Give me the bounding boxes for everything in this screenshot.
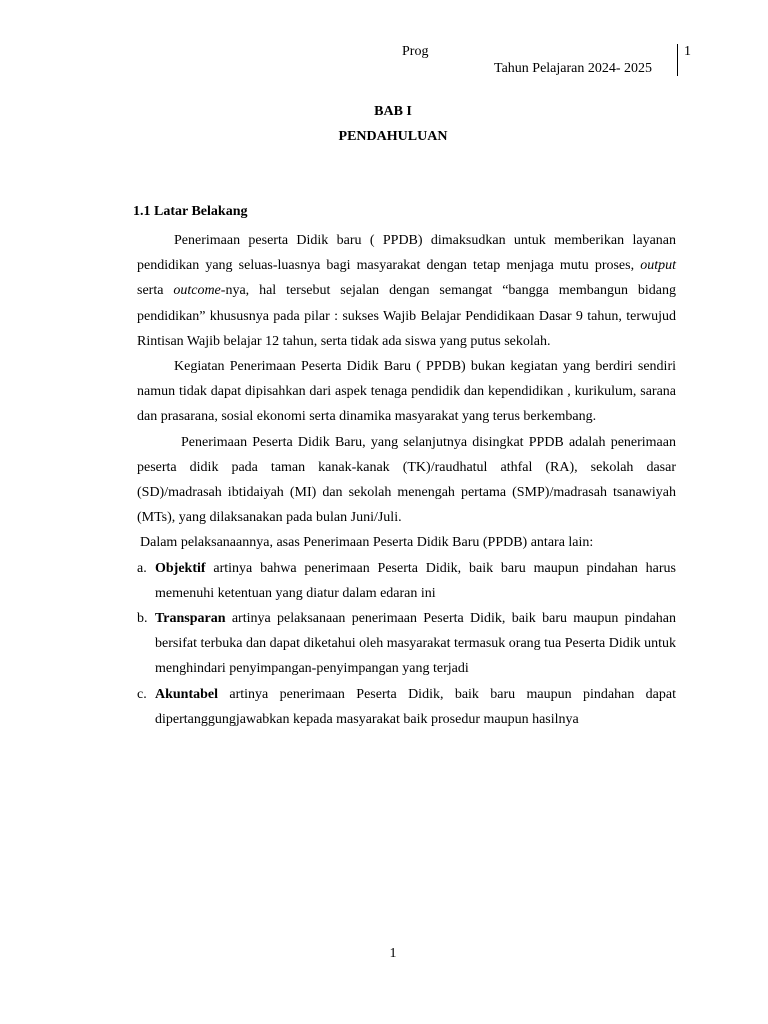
body-text — [137, 228, 676, 732]
list-marker: c. — [137, 686, 147, 702]
list-text: artinya penerimaan Peserta Didik, baik baru maupun pindahan dapat dipertanggungjawabkan kepada masyarakat baik prosedur maupun hasilnya — [155, 686, 676, 727]
list-item — [137, 556, 676, 606]
list-term: Akuntabel — [155, 686, 219, 702]
header-divider — [677, 44, 678, 76]
principles-list — [137, 556, 676, 732]
list-text: artinya bahwa penerimaan Peserta Didik, baik baru maupun pindahan harus memenuhi ketentuan yang diatur dalam edaran ini — [155, 560, 676, 601]
paragraph-1 — [137, 228, 676, 354]
list-term: Transparan — [155, 611, 226, 627]
header-prog: Prog — [402, 44, 429, 59]
header-page-number: 1 — [684, 44, 691, 59]
list-item — [137, 606, 676, 682]
paragraph-3: Penerimaan Peserta Didik Baru, yang selanjutnya disingkat PPDB adalah penerimaan peserta didik pada taman kanak-kanak (TK)/raudhatul athfal (RA), sekolah dasar (SD)/madrasah ibtidaiyah (MI) dan sekolah menengah pertama (SMP)/madrasah tsanawiyah (MTs), yang dilaksanakan pada bulan Juni/Juli. — [137, 434, 676, 526]
chapter-title: PENDAHULUAN — [338, 129, 448, 144]
paragraph-1-part-a: Penerimaan peserta Didik baru ( PPDB) dimaksudkan untuk memberikan layanan pendidikan yang seluas-luasnya bagi masyarakat dengan tetap menjaga mutu proses, — [137, 233, 676, 274]
list-item — [137, 682, 676, 732]
list-text: artinya pelaksanaan penerimaan Peserta Didik, baik baru maupun pindahan bersifat terbuka dan dapat diketahui oleh masyarakat termasuk orang tua Peserta Didik untuk menghindari penyimpangan-penyimpangan yang terjadi — [155, 611, 676, 677]
paragraph-1-output: output — [640, 258, 676, 274]
list-marker: a. — [137, 560, 147, 576]
section-heading: 1.1 Latar Belakang — [133, 204, 248, 219]
paragraph-1-part-c: -nya, hal tersebut sejalan dengan semangat “bangga membangun bidang pendidikan” khususnya pada pilar : sukses Wajib Belajar Pendidikaan Dasar 9 tahun, terwujud Rintisan Wajib belajar 12 tahun, serta tidak ada siswa yang putus sekolah. — [137, 283, 676, 349]
paragraph-2: Kegiatan Penerimaan Peserta Didik Baru ( PPDB) bukan kegiatan yang berdiri sendiri namun tidak dapat dipisahkan dari aspek tenaga pendidik dan kependidikan , kurikulum, sarana dan prasarana, sosial ekonomi serta dinamika masyarakat yang terus berkembang. — [137, 359, 676, 425]
paragraph-1-outcome: outcome — [173, 283, 221, 299]
header-school-year: Tahun Pelajaran 2024- 2025 — [494, 61, 653, 76]
list-marker: b. — [137, 611, 148, 627]
list-term: Objektif — [155, 560, 206, 576]
chapter-number: BAB I — [374, 104, 412, 119]
paragraph-4: Dalam pelaksanaannya, asas Penerimaan Peserta Didik Baru (PPDB) antara lain: — [140, 535, 594, 551]
footer-page-number: 1 — [389, 946, 397, 961]
paragraph-1-part-b: serta — [137, 283, 174, 299]
